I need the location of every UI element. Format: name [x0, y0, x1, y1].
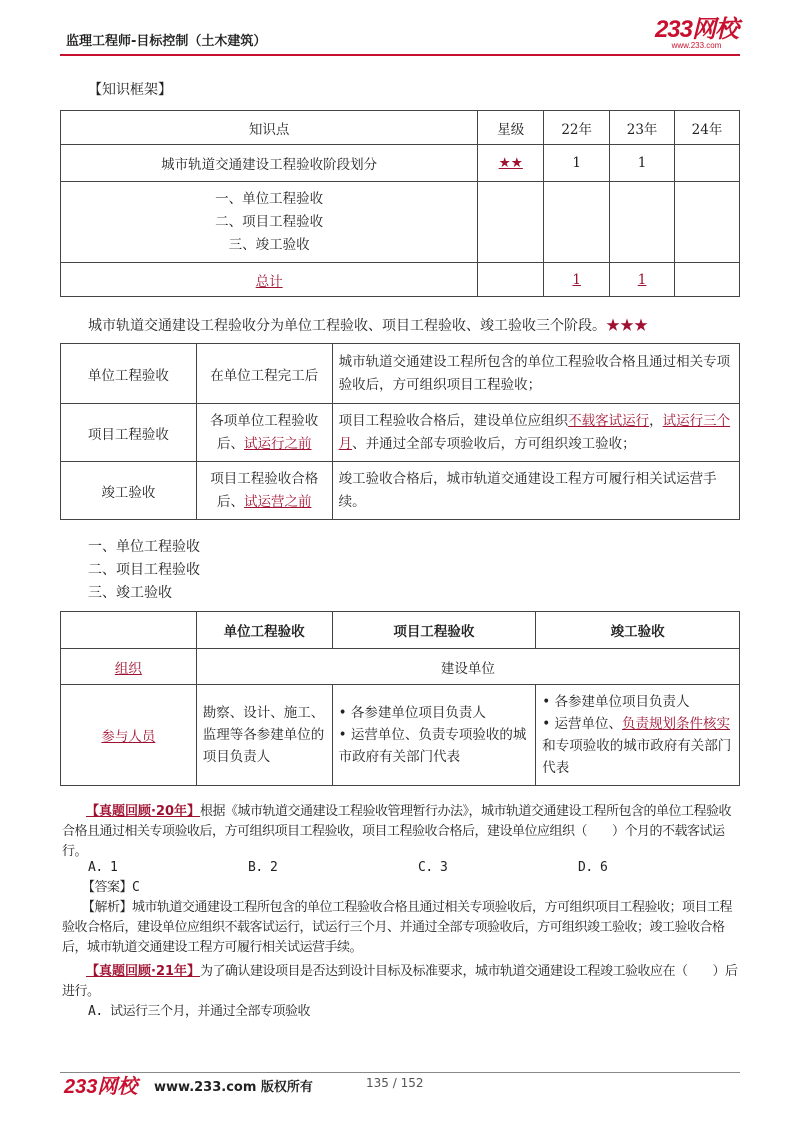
table-row	[61, 145, 740, 182]
total-label: 总计	[255, 273, 283, 290]
row-label: 参与人员	[101, 729, 156, 745]
final-participants	[536, 685, 740, 786]
desc-highlight: 试运行三个月	[338, 412, 731, 452]
question-tag: 【真题回顾·21年】	[86, 964, 201, 979]
total-23: 1	[637, 271, 647, 288]
header-cell: 22年	[544, 111, 610, 145]
summary-stars: ★★★	[606, 318, 648, 334]
question-text: 根据《城市轨道交通建设工程验收管理暂行办法》，城市轨道交通建设工程所包含的单位工程验收合格且通过相关专项验收后，方可组织项目工程验收，项目工程验收合格后，建设单位应组织（ ）个月的不载客试运行。	[62, 804, 732, 859]
project-participants	[332, 685, 536, 786]
header-cell: 23年	[610, 111, 675, 145]
question-2	[62, 962, 738, 1002]
empty-cell	[478, 182, 544, 263]
footer-logo: 233网校	[64, 1076, 138, 1098]
empty-cell	[675, 182, 740, 263]
list-item: 一、单位工程验收	[88, 539, 200, 555]
desc-highlight: 不载客试运行	[568, 412, 650, 429]
question-1	[62, 802, 738, 862]
option: B. 2	[248, 860, 278, 875]
footer-divider	[60, 1072, 740, 1073]
desc-text: ，	[649, 412, 663, 429]
option: D. 6	[578, 860, 608, 875]
subtopic-line: 三、竣工验收	[228, 236, 310, 253]
year-24-cell	[675, 145, 740, 182]
participant-item: • 运营单位、负责专项验收的城市政府有关部门代表	[338, 727, 527, 765]
participants-table	[60, 611, 740, 786]
participant-highlight: 负责规划条件核实	[622, 716, 731, 732]
list-item: 二、项目工程验收	[88, 562, 200, 578]
year-23-cell: 1	[610, 145, 675, 182]
stage-timing: 在单位工程完工后	[196, 344, 332, 404]
table-row	[61, 649, 740, 685]
total-label-cell	[61, 263, 478, 297]
header-cell: 知识点	[61, 111, 478, 145]
header-cell	[61, 612, 197, 649]
table-row	[61, 344, 740, 404]
empty-cell	[610, 182, 675, 263]
question-tag: 【真题回顾·20年】	[86, 804, 201, 819]
timing-text: 项目工程验收合格后、	[210, 470, 319, 510]
total-22-cell	[544, 263, 610, 297]
stage-timing	[196, 404, 332, 462]
acceptance-stage-table	[60, 343, 740, 520]
total-22: 1	[572, 271, 581, 288]
document-header-title: 监理工程师-目标控制（土木建筑）	[66, 34, 267, 49]
participant-text: • 运营单位、	[542, 716, 623, 732]
participant-item	[542, 713, 733, 779]
subtopic-line: 二、项目工程验收	[215, 213, 324, 230]
question-text: 为了确认建设项目是否达到设计目标及标准要求，城市轨道交通建设工程竣工验收应在（ ）后进行。	[62, 964, 738, 999]
header-cell: 24年	[675, 111, 740, 145]
timing-text: 各项单位工程验收后、	[210, 412, 319, 452]
total-row	[61, 263, 740, 297]
footer-copyright: www.233.com 版权所有	[154, 1080, 313, 1095]
header-cell: 星级	[478, 111, 544, 145]
stage-name: 竣工验收	[61, 462, 197, 520]
list-item: 三、竣工验收	[88, 585, 172, 601]
subtopic-line: 一、单位工程验收	[215, 190, 324, 207]
desc-text: 、并通过全部专项验收后，方可组织竣工验收；	[352, 435, 636, 452]
empty-cell	[478, 263, 544, 297]
stage-description: 城市轨道交通建设工程所包含的单位工程验收合格且通过相关专项验收后，方可组织项目工程验收；	[332, 344, 739, 404]
answer: 【答案】C	[82, 880, 140, 895]
timing-highlight: 试运行之前	[243, 435, 312, 452]
topic-cell: 城市轨道交通建设工程验收阶段划分	[61, 145, 478, 182]
knowledge-frame-table	[60, 110, 740, 297]
logo-text: 233网校	[654, 16, 738, 43]
summary-paragraph	[88, 315, 648, 335]
stage-name: 项目工程验收	[61, 404, 197, 462]
header-cell: 竣工验收	[536, 612, 740, 649]
desc-text: 项目工程验收合格后，建设单位应组织	[338, 412, 569, 429]
table-header-row	[61, 612, 740, 649]
question-1-options	[88, 858, 764, 878]
table-row	[61, 182, 740, 263]
total-23-cell	[610, 263, 675, 297]
section-title: 【知识框架】	[88, 82, 172, 98]
table-header-row	[61, 111, 740, 145]
page-number: 135 / 152	[366, 1076, 424, 1090]
participant-item: • 各参建单位项目负责人	[542, 694, 690, 710]
header-cell: 单位工程验收	[196, 612, 332, 649]
row-label-cell	[61, 649, 197, 685]
stage-timing	[196, 462, 332, 520]
option: A. 1	[88, 860, 118, 875]
header-cell: 项目工程验收	[332, 612, 536, 649]
stage-description: 竣工验收合格后，城市轨道交通建设工程方可履行相关试运营手续。	[332, 462, 739, 520]
option: C. 3	[418, 860, 448, 875]
table-row	[61, 462, 740, 520]
analysis: 【解析】城市轨道交通建设工程所包含的单位工程验收合格且通过相关专项验收后，方可组织项目工程验收；项目工程验收合格后，建设单位应组织不载客试运行，试运行三个月、并通过全部专项验收后，方可组织竣工验收；竣工验收合格后，城市轨道交通建设工程方可履行相关试运营手续。	[62, 900, 733, 955]
summary-text: 城市轨道交通建设工程验收分为单位工程验收、项目工程验收、竣工验收三个阶段。	[88, 318, 606, 334]
header-divider	[60, 54, 740, 56]
timing-highlight: 试运营之前	[243, 493, 312, 510]
stage-name: 单位工程验收	[61, 344, 197, 404]
star-rating	[478, 145, 544, 182]
subtopic-cell	[61, 182, 478, 263]
table-row	[61, 404, 740, 462]
brand-logo	[655, 18, 738, 50]
unit-participants: 勘察、设计、施工、监理等各参建单位的项目负责人	[196, 685, 332, 786]
logo-url: www.233.com	[671, 41, 722, 50]
row-label: 组织	[114, 660, 142, 677]
organizer-cell: 建设单位	[196, 649, 739, 685]
star-rating-text: ★★	[498, 155, 523, 171]
participant-text: 和专项验收的城市政府有关部门代表	[542, 738, 732, 776]
row-label-cell	[61, 685, 197, 786]
stage-description	[332, 404, 739, 462]
option: A. 试运行三个月，并通过全部专项验收	[88, 1004, 310, 1019]
empty-cell	[544, 182, 610, 263]
year-22-cell: 1	[544, 145, 610, 182]
empty-cell	[675, 263, 740, 297]
table-row	[61, 685, 740, 786]
participant-item: • 各参建单位项目负责人	[338, 705, 486, 721]
